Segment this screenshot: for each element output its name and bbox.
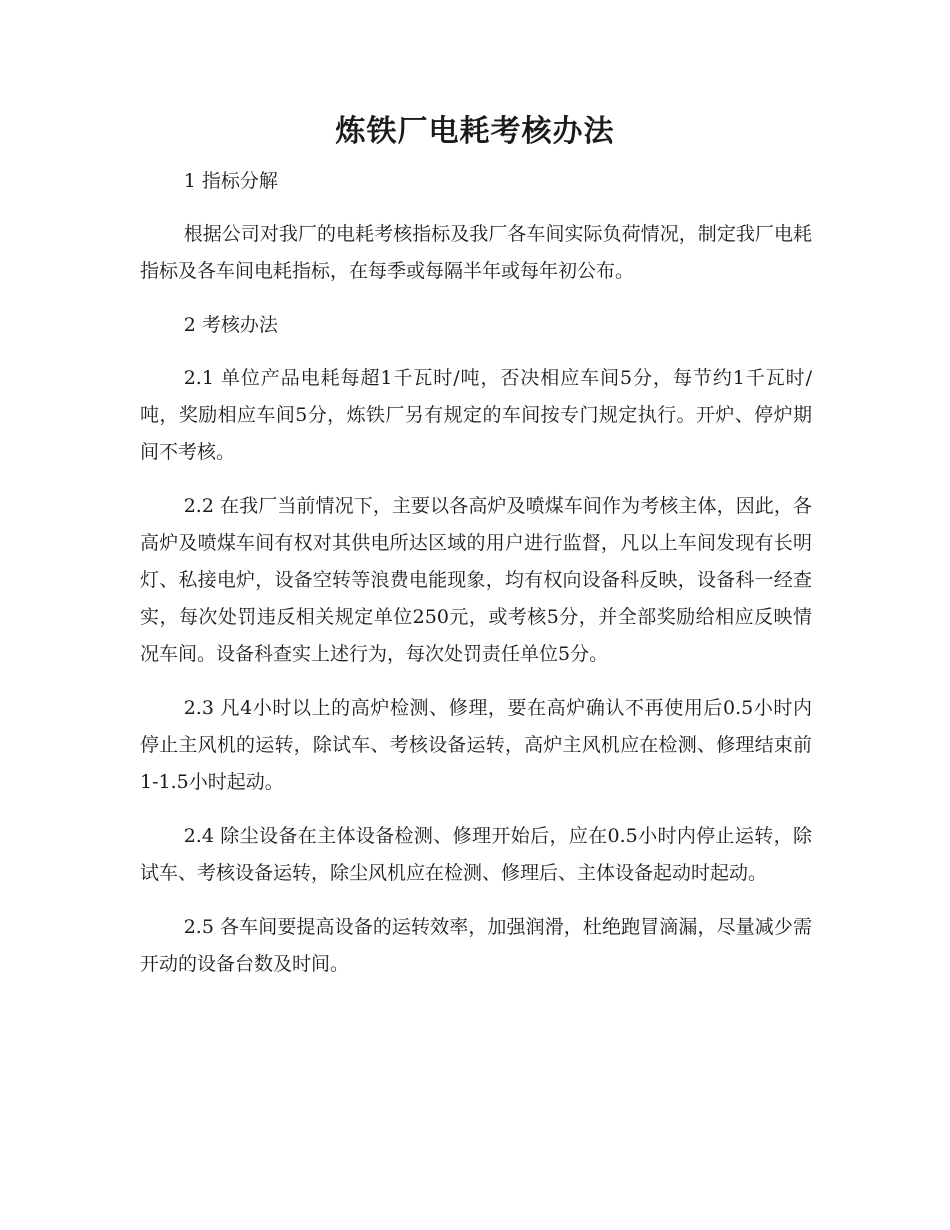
paragraph-2-4: 2.4 除尘设备在主体设备检测、修理开始后，应在0.5小时内停止运转，除试车、考核设备运转，除尘风机应在检测、修理后、主体设备起动时起动。 — [140, 825, 812, 884]
document-title: 炼铁厂电耗考核办法 — [335, 114, 615, 149]
paragraph-2-5: 2.5 各车间要提高设备的运转效率，加强润滑，杜绝跑冒滴漏，尽量减少需开动的设备台数及时间。 — [140, 916, 812, 975]
paragraph-indicator-breakdown: 根据公司对我厂的电耗考核指标及我厂各车间实际负荷情况，制定我厂电耗指标及各车间电耗指标，在每季或每隔半年或每年初公布。 — [140, 223, 812, 282]
paragraph-2-1: 2.1 单位产品电耗每超1千瓦时/吨，否决相应车间5分，每节约1千瓦时/吨，奖励相应车间5分，炼铁厂另有规定的车间按专门规定执行。开炉、停炉期间不考核。 — [140, 367, 812, 463]
paragraph-2-3: 2.3 凡4小时以上的高炉检测、修理，要在高炉确认不再使用后0.5小时内停止主风机的运转，除试车、考核设备运转，高炉主风机应在检测、修理结束前1-1.5小时起动。 — [140, 697, 812, 793]
paragraph-2-2: 2.2 在我厂当前情况下，主要以各高炉及喷煤车间作为考核主体，因此，各高炉及喷煤车间有权对其供电所达区域的用户进行监督，凡以上车间发现有长明灯、私接电炉，设备空转等浪费电能现象，均有权向设备科反映，设备科一经查实，每次处罚违反相关规定单位250元，或考核5分，并全部奖励给相应反映情况车间。设备科查实上述行为，每次处罚责任单位5分。 — [140, 495, 812, 665]
section-heading-indicator-breakdown: 1 指标分解 — [183, 170, 278, 192]
document-body — [140, 163, 812, 1000]
section-heading-assessment-method: 2 考核办法 — [183, 314, 278, 336]
